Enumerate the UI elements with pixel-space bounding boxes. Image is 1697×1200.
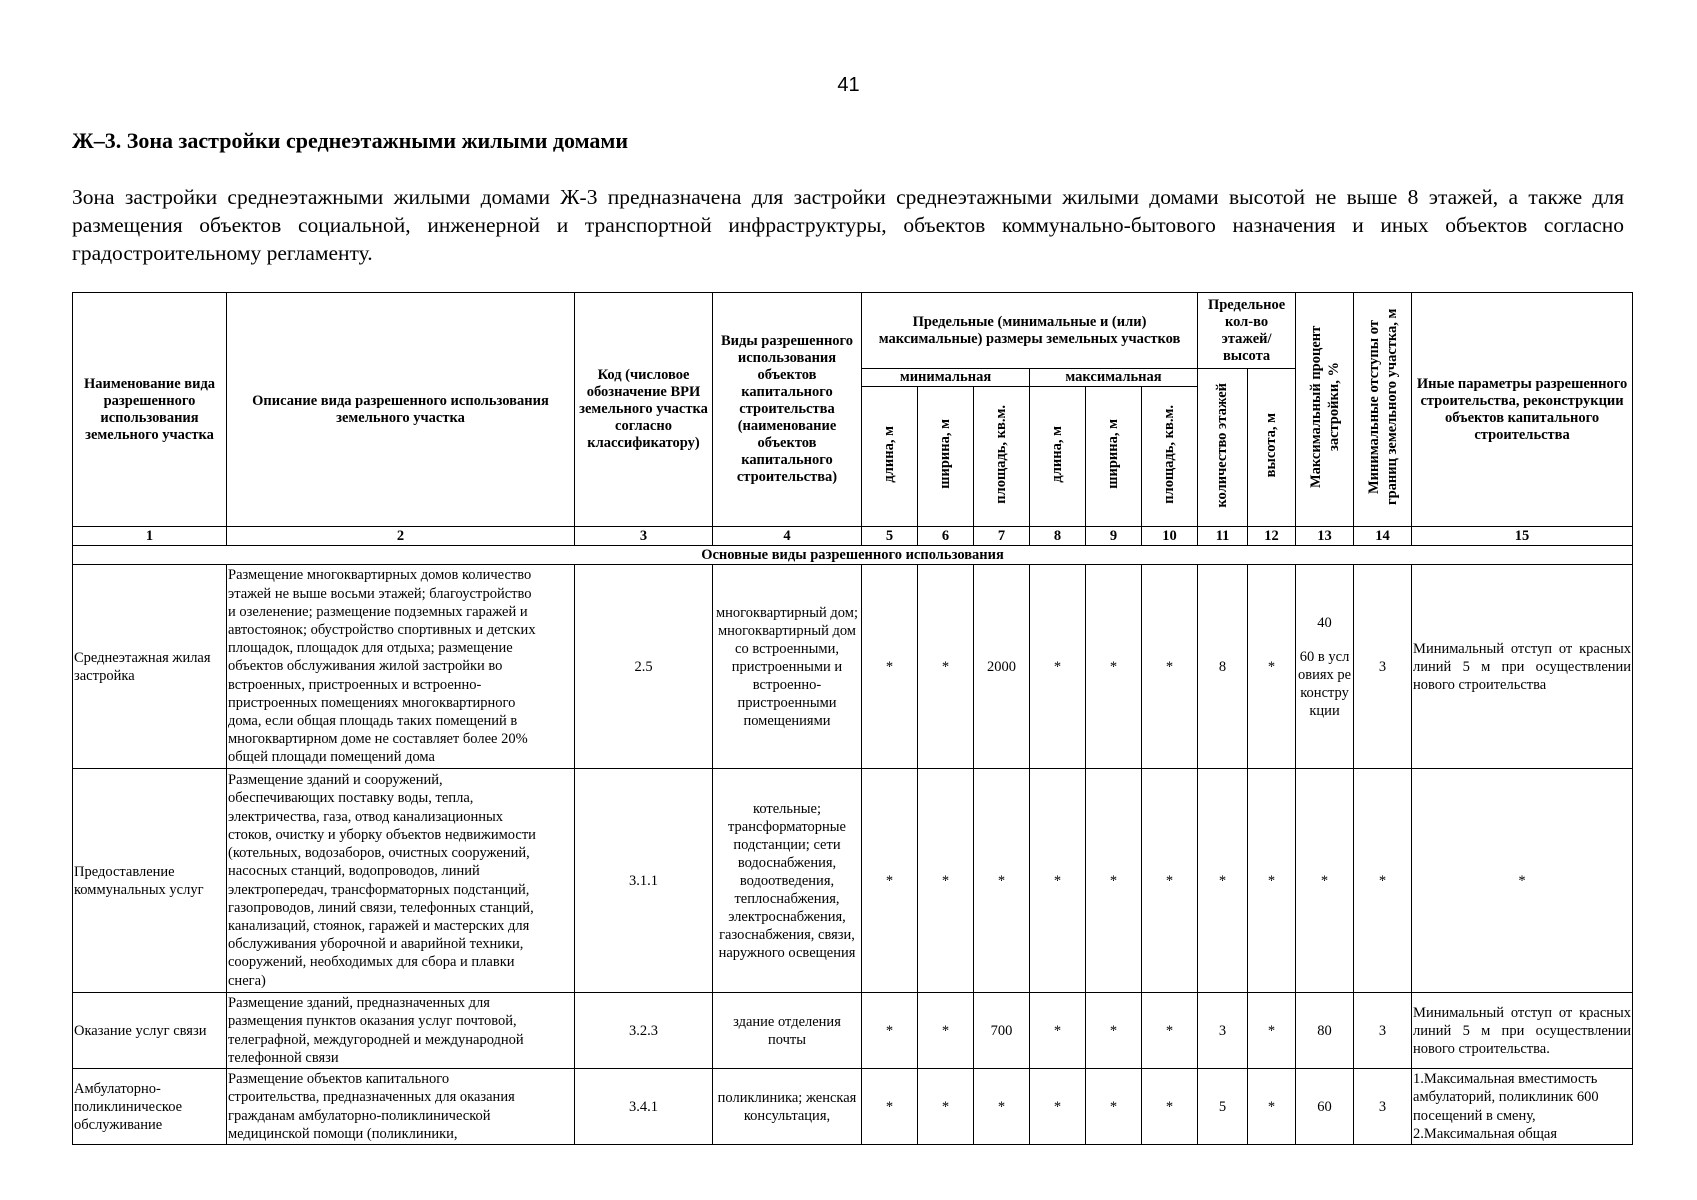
column-number: 6 (918, 527, 974, 546)
row-setback: * (1354, 769, 1412, 993)
header-floors-group: Предельное кол-во этажей/ высота (1198, 293, 1296, 369)
column-number: 5 (862, 527, 918, 546)
row-min-area: * (974, 769, 1030, 993)
header-max-area: площадь, кв.м. (1142, 387, 1198, 527)
page-number: 41 (837, 74, 860, 96)
row-setback: 3 (1354, 1069, 1412, 1145)
row-min-width: * (918, 1069, 974, 1145)
row-max-width: * (1086, 993, 1142, 1069)
row-max-width: * (1086, 769, 1142, 993)
header-description: Описание вида разрешенного использования земельного участка (227, 293, 575, 527)
row-height: * (1248, 993, 1296, 1069)
row-floors: 3 (1198, 993, 1248, 1069)
row-min-width: * (918, 993, 974, 1069)
row-name: Среднеэтажная жилая застройка (73, 565, 227, 769)
row-min-width: * (918, 769, 974, 993)
row-objects: котельные; трансформаторные подстанции; сети водоснабжения, водоотведения, теплоснабжения, электроснабжения, газоснабжения, связи, наружного освещения (713, 769, 862, 993)
row-code: 2.5 (575, 565, 713, 769)
row-setback: 3 (1354, 993, 1412, 1069)
row-max-width: * (1086, 1069, 1142, 1145)
row-percent: 60 (1296, 1069, 1354, 1145)
row-floors: 5 (1198, 1069, 1248, 1145)
column-number: 7 (974, 527, 1030, 546)
row-max-area: * (1142, 993, 1198, 1069)
section-title: Основные виды разрешенного использования (73, 546, 1633, 565)
row-other: Минимальный отступ от красных линий 5 м при осуществлении нового строительства (1412, 565, 1633, 769)
row-min-length: * (862, 1069, 918, 1145)
row-height: * (1248, 769, 1296, 993)
column-number: 4 (713, 527, 862, 546)
column-number: 3 (575, 527, 713, 546)
header-floors-count: количество этажей (1198, 369, 1248, 527)
row-floors: 8 (1198, 565, 1248, 769)
row-max-length: * (1030, 1069, 1086, 1145)
column-number: 15 (1412, 527, 1633, 546)
header-min-width: ширина, м (918, 387, 974, 527)
row-code: 3.4.1 (575, 1069, 713, 1145)
row-percent: 80 (1296, 993, 1354, 1069)
table-row (73, 1069, 1633, 1145)
column-number: 11 (1198, 527, 1248, 546)
row-min-area: 2000 (974, 565, 1030, 769)
row-floors: * (1198, 769, 1248, 993)
intro-paragraph: Зона застройки среднеэтажными жилыми домами Ж-3 предназначена для застройки среднеэтажными жилыми домами высотой не выше 8 этажей, а также для размещения объектов социальной, инженерной и транспортной инфраструктуры, объектов коммунально-бытового назначения и иных объектов согласно градостроительному регламенту. (72, 185, 1624, 265)
row-max-length: * (1030, 993, 1086, 1069)
header-height: высота, м (1248, 369, 1296, 527)
row-other: Минимальный отступ от красных линий 5 м при осуществлении нового строительства. (1412, 993, 1633, 1069)
row-max-length: * (1030, 769, 1086, 993)
column-number: 12 (1248, 527, 1296, 546)
column-number: 9 (1086, 527, 1142, 546)
row-min-area: 700 (974, 993, 1030, 1069)
column-number: 1 (73, 527, 227, 546)
row-percent: * (1296, 769, 1354, 993)
row-other: * (1412, 769, 1633, 993)
header-minimal: минимальная (862, 369, 1030, 387)
row-code: 3.2.3 (575, 993, 713, 1069)
row-setback: 3 (1354, 565, 1412, 769)
column-number-row (73, 527, 1633, 546)
row-max-area: * (1142, 565, 1198, 769)
header-code: Код (числовое обозначение ВРИ земельного участка согласно классификатору) (575, 293, 713, 527)
header-min-area: площадь, кв.м. (974, 387, 1030, 527)
row-min-length: * (862, 769, 918, 993)
table-row (73, 565, 1633, 769)
regulations-table (72, 292, 1633, 1145)
column-number: 8 (1030, 527, 1086, 546)
header-objects: Виды разрешенного использования объектов капитального строительства (наименование объектов капитального строительства) (713, 293, 862, 527)
row-objects: поликлиника; женская консультация, (713, 1069, 862, 1145)
row-min-area: * (974, 1069, 1030, 1145)
row-name: Амбулаторно-поликлиническое обслуживание (73, 1069, 227, 1145)
header-max-length: длина, м (1030, 387, 1086, 527)
row-max-area: * (1142, 769, 1198, 993)
row-code: 3.1.1 (575, 769, 713, 993)
row-objects: здание отделения почты (713, 993, 862, 1069)
header-name: Наименование вида разрешенного использования земельного участка (73, 293, 227, 527)
column-number: 2 (227, 527, 575, 546)
header-plot-sizes: Предельные (минимальные и (или) максимальные) размеры земельных участков (862, 293, 1198, 369)
row-percent: 40 60 в условиях реконструкции (1296, 565, 1354, 769)
header-max-width: ширина, м (1086, 387, 1142, 527)
row-height: * (1248, 1069, 1296, 1145)
row-min-length: * (862, 993, 918, 1069)
row-name: Оказание услуг связи (73, 993, 227, 1069)
header-maximal: максимальная (1030, 369, 1198, 387)
row-height: * (1248, 565, 1296, 769)
section-heading: Ж–3. Зона застройки среднеэтажными жилыми домами (72, 128, 629, 153)
column-number: 10 (1142, 527, 1198, 546)
row-description: Размещение многоквартирных домов количество этажей не выше восьми этажей; благоустройство и озеленение; размещение подземных гаражей и автостоянок; обустройство спортивных и детских площадок, площадок для отдыха; размещение объектов обслуживания жилой застройки во встроенных, пристроенных и встроенно- пристроенных помещениях многоквартирного дома, если общая площадь таких помещений в многоквартирном доме не составляет более 20% общей площади помещений дома (227, 565, 575, 769)
header-other-params: Иные параметры разрешенного строительства, реконструкции объектов капитального строительства (1412, 293, 1633, 527)
row-min-length: * (862, 565, 918, 769)
column-number: 13 (1296, 527, 1354, 546)
row-min-width: * (918, 565, 974, 769)
row-description: Размещение объектов капитального строительства, предназначенных для оказания гражданам амбулаторно-поликлинической медицинской помощи (поликлиники, (227, 1069, 575, 1145)
row-max-width: * (1086, 565, 1142, 769)
header-max-percent: Максимальный процент застройки, % (1296, 293, 1354, 527)
header-min-setback: Минимальные отступы от границ земельного участка, м (1354, 293, 1412, 527)
column-number: 14 (1354, 527, 1412, 546)
row-name: Предоставление коммунальных услуг (73, 769, 227, 993)
row-max-length: * (1030, 565, 1086, 769)
row-description: Размещение зданий и сооружений, обеспечивающих поставку воды, тепла, электричества, газа, отвод канализационных стоков, очистку и уборку объектов недвижимости (котельных, водозаборов, очистных сооружений, насосных станций, водопроводов, линий электропередач, трансформаторных подстанций, газопроводов, линий связи, телефонных станций, канализаций, стоянок, гаражей и мастерских для обслуживания уборочной и аварийной техники, сооружений, необходимых для сбора и плавки снега) (227, 769, 575, 993)
table-row (73, 993, 1633, 1069)
row-max-area: * (1142, 1069, 1198, 1145)
row-other: 1.Максимальная вместимость амбулаторий, поликлиник 600 посещений в смену, 2.Максимальная общая (1412, 1069, 1633, 1145)
row-description: Размещение зданий, предназначенных для размещения пунктов оказания услуг почтовой, телеграфной, междугородней и международной телефонной связи (227, 993, 575, 1069)
row-objects: многоквартирный дом; многоквартирный дом со встроенными, пристроенными и встроенно-пристроенными помещениями (713, 565, 862, 769)
header-min-length: длина, м (862, 387, 918, 527)
table-row (73, 769, 1633, 993)
